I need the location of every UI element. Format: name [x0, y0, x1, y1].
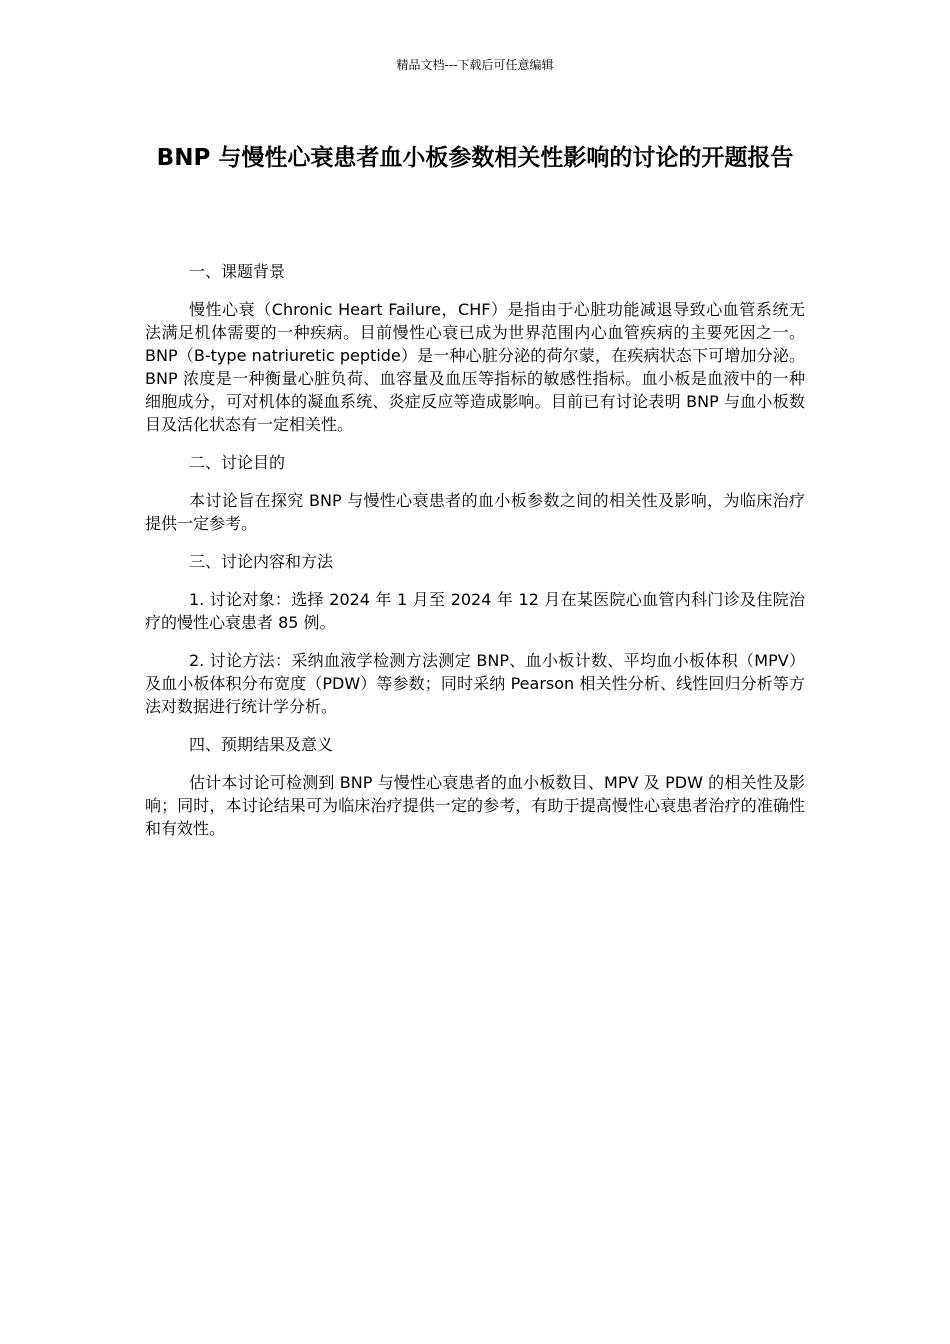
section-content-methods — [145, 550, 805, 718]
paragraph: 估计本讨论可检测到 BNP 与慢性心衰患者的血小板数目、MPV 及 PDW 的相关性及影响；同时，本讨论结果可为临床治疗提供一定的参考，有助于提高慢性心衰患者治疗的准确性和有效性。 — [145, 773, 805, 838]
section-expected-results — [145, 733, 805, 840]
section-heading: 三、讨论内容和方法 — [189, 552, 334, 571]
paragraph: 2. 讨论方法：采纳血液学检测方法测定 BNP、血小板计数、平均血小板体积（MPV）及血小板体积分布宽度（PDW）等参数；同时采纳 Pearson 相关性分析、线性回归分析等方法对数据进行统计学分析。 — [145, 651, 805, 716]
section-background — [145, 260, 805, 436]
page-header: 精品文档---下载后可任意编辑 — [396, 58, 554, 72]
section-heading: 一、课题背景 — [189, 262, 286, 281]
section-heading: 四、预期结果及意义 — [189, 735, 334, 754]
section-purpose — [145, 451, 805, 535]
section-heading: 二、讨论目的 — [189, 453, 286, 472]
paragraph: 慢性心衰（Chronic Heart Failure，CHF）是指由于心脏功能减退导致心血管系统无法满足机体需要的一种疾病。目前慢性心衰已成为世界范围内心血管疾病的主要死因之一。BNP（B-type natriuretic peptide）是一种心脏分泌的荷尔蒙，在疾病状态下可增加分泌。BNP 浓度是一种衡量心脏负荷、血容量及血压等指标的敏感性指标。血小板是血液中的一种细胞成分，可对机体的凝血系统、炎症反应等造成影响。目前已有讨论表明 BNP 与血小板数目及活化状态有一定相关性。 — [145, 300, 805, 434]
paragraph: 本讨论旨在探究 BNP 与慢性心衰患者的血小板参数之间的相关性及影响，为临床治疗提供一定参考。 — [145, 491, 805, 533]
paragraph: 1. 讨论对象：选择 2024 年 1 月至 2024 年 12 月在某医院心血管内科门诊及住院治疗的慢性心衰患者 85 例。 — [145, 590, 805, 632]
document-title: BNP 与慢性心衰患者血小板参数相关性影响的讨论的开题报告 — [156, 145, 794, 171]
document-body — [145, 260, 805, 855]
